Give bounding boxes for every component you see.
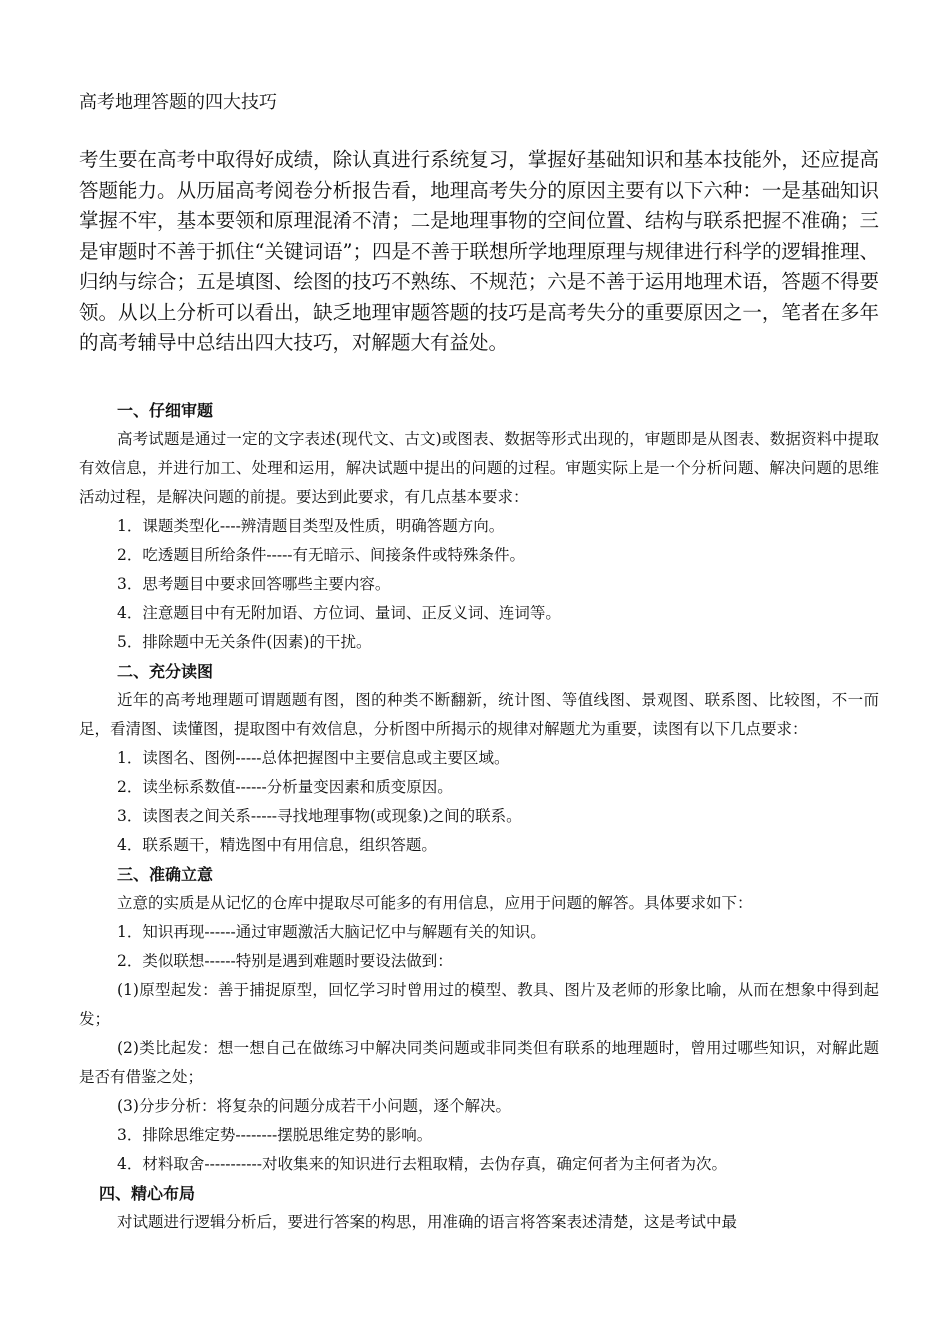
section-3-subitem: (2)类比起发：想一想自己在做练习中解决同类问题或非同类但有联系的地理题时，曾用过哪些知识，对解此题是否有借鉴之处；	[79, 1039, 879, 1086]
section-1-paragraph: 高考试题是通过一定的文字表述(现代文、古文)或图表、数据等形式出现的，审题即是从图表、数据资料中提取有效信息，并进行加工、处理和运用，解决试题中提出的问题的过程。审题实际上是一个分析问题、解决问题的思维活动过程，是解决问题的前提。要达到此要求，有几点基本要求：	[79, 430, 879, 506]
section-1-item: 5．排除题中无关条件(因素)的干扰。	[117, 633, 372, 651]
section-heading-2: 二、充分读图	[117, 662, 214, 681]
section-3-item: 4．材料取舍-----------对收集来的知识进行去粗取精，去伪存真，确定何者为主何者为次。	[117, 1155, 727, 1173]
section-3-item: 3．排除思维定势--------摆脱思维定势的影响。	[117, 1126, 433, 1144]
section-2-item: 2．读坐标系数值------分析量变因素和质变原因。	[117, 778, 453, 796]
section-2-item: 3．读图表之间关系-----寻找地理事物(或现象)之间的联系。	[117, 807, 522, 825]
section-1-item: 4．注意题目中有无附加语、方位词、量词、正反义词、连词等。	[117, 604, 561, 622]
section-heading-1: 一、仔细审题	[117, 401, 214, 420]
section-4-paragraph: 对试题进行逻辑分析后，要进行答案的构思，用准确的语言将答案表述清楚，这是考试中最	[117, 1213, 738, 1231]
section-3-paragraph: 立意的实质是从记忆的仓库中提取尽可能多的有用信息，应用于问题的解答。具体要求如下：	[117, 894, 753, 912]
section-1-item: 3．思考题目中要求回答哪些主要内容。	[117, 575, 391, 593]
section-3-item: 1．知识再现------通过审题激活大脑记忆中与解题有关的知识。	[117, 923, 546, 941]
document-title: 高考地理答题的四大技巧	[79, 92, 277, 113]
section-1-item: 1．课题类型化----辨清题目类型及性质，明确答题方向。	[117, 517, 505, 535]
section-heading-3: 三、准确立意	[117, 865, 214, 884]
section-3-subitem: (3)分步分析：将复杂的问题分成若干小问题，逐个解决。	[117, 1097, 511, 1115]
section-2-item: 4．联系题干，精选图中有用信息，组织答题。	[117, 836, 437, 854]
section-2-paragraph: 近年的高考地理题可谓题题有图，图的种类不断翻新，统计图、等值线图、景观图、联系图、比较图，不一而足，看清图、读懂图，提取图中有效信息，分析图中所揭示的规律对解题尤为重要，读图有以下几点要求：	[79, 691, 879, 738]
document-body	[79, 396, 879, 1237]
section-3-subitem: (1)原型起发：善于捕捉原型，回忆学习时曾用过的模型、教具、图片及老师的形象比喻，从而在想象中得到起发；	[79, 981, 879, 1028]
intro-paragraph: 考生要在高考中取得好成绩，除认真进行系统复习，掌握好基础知识和基本技能外，还应提高答题能力。从历届高考阅卷分析报告看，地理高考失分的原因主要有以下六种：一是基础知识掌握不牢，基本要领和原理混淆不清；二是地理事物的空间位置、结构与联系把握不准确；三是审题时不善于抓住“关键词语”；四是不善于联想所学地理原理与规律进行科学的逻辑推理、归纳与综合；五是填图、绘图的技巧不熟练、不规范；六是不善于运用地理术语，答题不得要领。从以上分析可以看出，缺乏地理审题答题的技巧是高考失分的重要原因之一，笔者在多年的高考辅导中总结出四大技巧，对解题大有益处。	[79, 148, 879, 354]
section-1-item: 2．吃透题目所给条件-----有无暗示、间接条件或特殊条件。	[117, 546, 526, 564]
section-heading-4: 四、精心布局	[99, 1184, 196, 1203]
section-3-item: 2．类似联想------特别是遇到难题时要设法做到：	[117, 952, 453, 970]
section-2-item: 1．读图名、图例-----总体把握图中主要信息或主要区域。	[117, 749, 510, 767]
